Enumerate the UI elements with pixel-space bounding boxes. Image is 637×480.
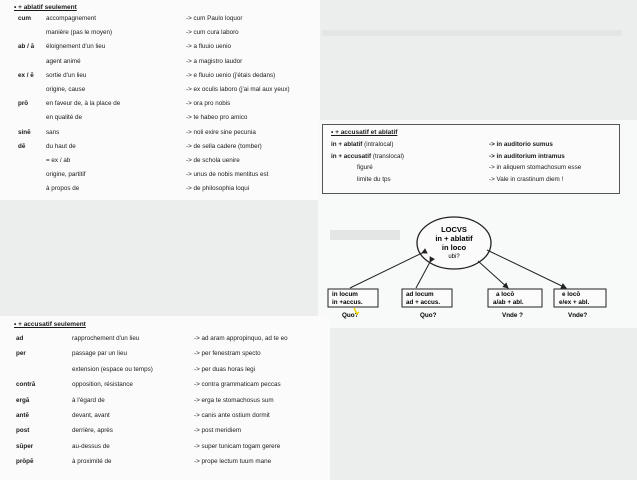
- table-row: [0, 458, 330, 469]
- locus-example: in loco: [441, 243, 467, 252]
- table-row: [0, 157, 330, 168]
- table-row: [0, 381, 330, 392]
- locus-question: ubi?: [448, 254, 460, 260]
- table-row: [323, 176, 619, 186]
- usage: [331, 141, 394, 148]
- example: -> ora pro nobis: [186, 100, 231, 108]
- example: -> ad aram appropinquo, ad te eo: [194, 335, 288, 342]
- meaning: sortie d'un lieu: [46, 71, 87, 79]
- svg-text:ad locum: ad locum: [406, 291, 434, 298]
- preposition: post: [16, 427, 30, 435]
- example: -> Vale in crastinum diem !: [489, 175, 564, 183]
- table-row: [0, 100, 330, 111]
- preposition: prŏpē: [16, 458, 34, 466]
- example: -> ex oculis laboro (j'ai mal aux yeux): [186, 86, 290, 93]
- example: -> noli exire sine pecunia: [186, 128, 256, 136]
- acc-abl-heading: • + accusatif et ablatif: [331, 129, 398, 136]
- note: (intralocal): [364, 141, 394, 148]
- example: -> de schola uenire: [186, 157, 240, 164]
- usage: figuré: [357, 164, 373, 171]
- meaning: extension (espace ou temps): [72, 365, 153, 373]
- svg-text:a locō: a locō: [496, 291, 515, 298]
- arrow-ad-locum: [416, 262, 430, 288]
- table-row: [0, 29, 330, 40]
- usage: limite du tps: [357, 175, 391, 183]
- svg-text:e/ex + abl.: e/ex + abl.: [559, 299, 590, 306]
- example: -> in auditorio sumus: [489, 141, 553, 148]
- example: -> a fluuio uenio: [186, 43, 231, 51]
- case: + accusatif: [338, 152, 372, 160]
- meaning: derrière, après: [72, 427, 113, 435]
- table-row: [323, 164, 619, 174]
- preposition: ad: [16, 335, 24, 342]
- table-row: [0, 443, 330, 454]
- svg-text:Vnde?: Vnde?: [568, 312, 588, 319]
- meaning: agent animé: [46, 57, 81, 65]
- example: -> super tunicam togam gerere: [194, 442, 281, 450]
- preposition: ergā: [16, 396, 30, 404]
- arrow-a-loco: [478, 261, 508, 288]
- table-row: [0, 15, 330, 26]
- table-row: [0, 397, 330, 408]
- preposition: per: [16, 350, 26, 358]
- table-row: [0, 58, 330, 69]
- box-a-loco: [488, 289, 542, 319]
- meaning: origine, partitif: [46, 171, 86, 179]
- svg-text:Vnde ?: Vnde ?: [502, 312, 523, 319]
- table-row: [0, 143, 330, 154]
- example: -> per fenestram specto: [194, 350, 261, 358]
- example: -> a magistro laudor: [186, 57, 243, 65]
- table-row: [0, 72, 330, 83]
- preposition: ex / ē: [18, 71, 34, 79]
- preposition: dē: [18, 142, 26, 150]
- svg-text:e locō: e locō: [562, 291, 581, 298]
- svg-text:in +accus.: in +accus.: [332, 299, 363, 306]
- meaning: passage par un lieu: [72, 350, 127, 358]
- svg-text:Quo?: Quo?: [420, 312, 437, 319]
- usage: [331, 153, 404, 160]
- meaning: à propos de: [46, 185, 80, 193]
- meaning: sans: [46, 128, 60, 136]
- meaning: en qualité de: [46, 114, 83, 122]
- table-row: [0, 427, 330, 438]
- example: -> cum Paulo loquor: [186, 15, 243, 22]
- preposition: contrā: [16, 381, 36, 389]
- example: -> cum cura laboro: [186, 29, 239, 37]
- table-row: [0, 185, 330, 196]
- table-row: [323, 153, 619, 163]
- table-row: [0, 171, 330, 182]
- meaning: en faveur de, à la place de: [46, 100, 121, 108]
- example: -> in auditorium intramus: [489, 152, 565, 160]
- example: -> prope lectum tuum mane: [194, 458, 272, 466]
- meaning: à proximité de: [72, 458, 112, 466]
- table-row: [0, 114, 330, 125]
- example: -> de philosophia loqui: [186, 185, 250, 193]
- example: -> erga te stomachosus sum: [194, 396, 274, 404]
- preposition: prō: [18, 100, 29, 108]
- table-row: [0, 86, 330, 97]
- table-row: [0, 350, 330, 361]
- meaning: éloignement d'un lieu: [46, 43, 106, 51]
- table-row: [0, 366, 330, 377]
- locus-rule: in + ablatif: [435, 234, 473, 243]
- arrow-in-locum: [350, 253, 422, 288]
- meaning: au-dessus de: [72, 442, 110, 450]
- preposition: cum: [18, 15, 31, 22]
- meaning: manière (pas le moyen): [46, 29, 113, 37]
- example: -> de sella cadere (tomber): [186, 142, 262, 150]
- table-row: [0, 412, 330, 423]
- preposition: antē: [16, 412, 29, 419]
- table-row: [0, 129, 330, 140]
- case: + ablatif: [338, 141, 363, 148]
- example: -> contra grammaticam peccas: [194, 381, 281, 389]
- meaning: origine, cause: [46, 86, 86, 93]
- preposition: sūper: [16, 442, 34, 450]
- table-row: [0, 335, 330, 346]
- table-row: [323, 141, 619, 151]
- example: -> te habeo pro amico: [186, 114, 248, 122]
- svg-text:ad + accus.: ad + accus.: [406, 299, 441, 306]
- svg-text:in locum: in locum: [332, 291, 358, 298]
- box-ad-locum: [402, 289, 452, 319]
- example: -> in aliquem stomachosum esse: [489, 164, 582, 171]
- meaning: = ex / ab: [46, 157, 71, 164]
- example: -> unus de nobis mentitus est: [186, 171, 269, 179]
- note: (translocal): [372, 152, 404, 160]
- locus-title: LOCVS: [441, 225, 467, 234]
- box-in-locum: [328, 289, 378, 319]
- example: -> e fluuio uenio (j'étais dedans): [186, 71, 276, 79]
- svg-text:Quo?: Quo?: [342, 312, 359, 319]
- preposition: sinē: [18, 128, 31, 136]
- svg-text:a/ab + abl.: a/ab + abl.: [493, 299, 524, 306]
- locus-diagram: [318, 210, 628, 320]
- example: -> canis ante ostium dormit: [194, 412, 270, 419]
- ablatif-heading: • + ablatif seulement: [14, 4, 77, 11]
- meaning: à l'égard de: [72, 396, 105, 404]
- box-e-loco: [554, 289, 606, 319]
- preposition: in: [331, 141, 337, 148]
- faint-background-strip: [322, 30, 622, 36]
- meaning: rapprochement d'un lieu: [72, 335, 140, 342]
- accusatif-heading: • + accusatif seulement: [14, 321, 86, 328]
- arrow-e-loco: [487, 250, 566, 288]
- acc-abl-box: [322, 124, 620, 194]
- meaning: accompagnement: [46, 15, 97, 22]
- preposition: ab / ā: [18, 43, 35, 51]
- example: -> post meridiem: [194, 427, 242, 435]
- preposition: in: [331, 152, 337, 160]
- meaning: devant, avant: [72, 412, 110, 419]
- meaning: opposition, résistance: [72, 381, 133, 389]
- table-row: [0, 43, 330, 54]
- example: -> per duas horas legi: [194, 365, 256, 373]
- meaning: du haut de: [46, 142, 76, 150]
